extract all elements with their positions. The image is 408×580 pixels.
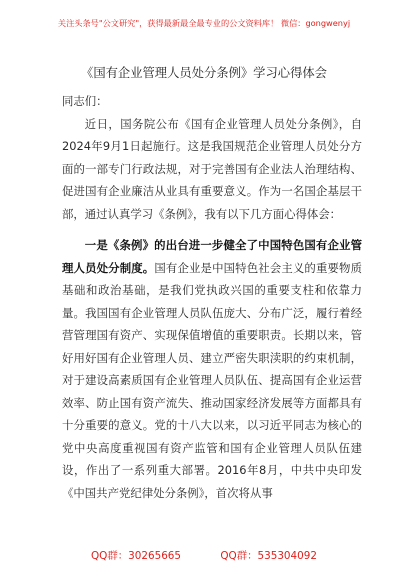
document-title: 《国有企业管理人员处分条例》学习心得体会 xyxy=(81,66,327,80)
qq-group-2: QQ群：535304092 xyxy=(220,550,317,562)
qq-group-1: QQ群：30265665 xyxy=(91,550,182,562)
paragraph-point-one xyxy=(62,234,362,504)
point-one-text: 国有企业是中国特色社会主义的重要物质基础和政治基础，是我们党执政兴国的重要支柱和依靠力量。我国国有企业管理人员队伍庞大、分布广泛，履行着经营管理国有资产、实现保值增值的重要职责。长期以来，管好用好国有企业管理人员、建立严密失职渎职的约束机制，对于建设高素质国有企业管理人员队伍、提高国有企业运营效率、防止国有资产流失、推动国家经济发展等方面都具有十分重要的意义。党的十八大以来，以习近平同志为核心的党中央高度重视国有资产监管和国有企业管理人员队伍建设，作出了一系列重大部署。2016年8月，中共中央印发《中国共产党纪律处分条例》，首次将从事 xyxy=(62,260,362,500)
footer-contact xyxy=(0,547,408,562)
paragraph-intro: 近日，国务院公布《国有企业管理人员处分条例》，自2024年9月1日起施行。这是我国规范企业管理人员处分方面的一部专门行政法规，对于完善国有企业法人治理结构、促进国有企业廉洁从业具有重要意义。作为一名国企基层干部，通过认真学习《条例》，我有以下几方面心得体会： xyxy=(62,116,362,221)
document-body xyxy=(62,90,362,504)
point-one-heading: 一是《条例》的出台进一步健全了中国特色国有企业管理人员处分制度。 xyxy=(62,238,362,275)
promo-banner: 关注头条号"公文研究"，获得最新最全最专业的公文资料库！ 微信：gongwenyj xyxy=(57,18,351,28)
greeting: 同志们： xyxy=(62,94,108,108)
